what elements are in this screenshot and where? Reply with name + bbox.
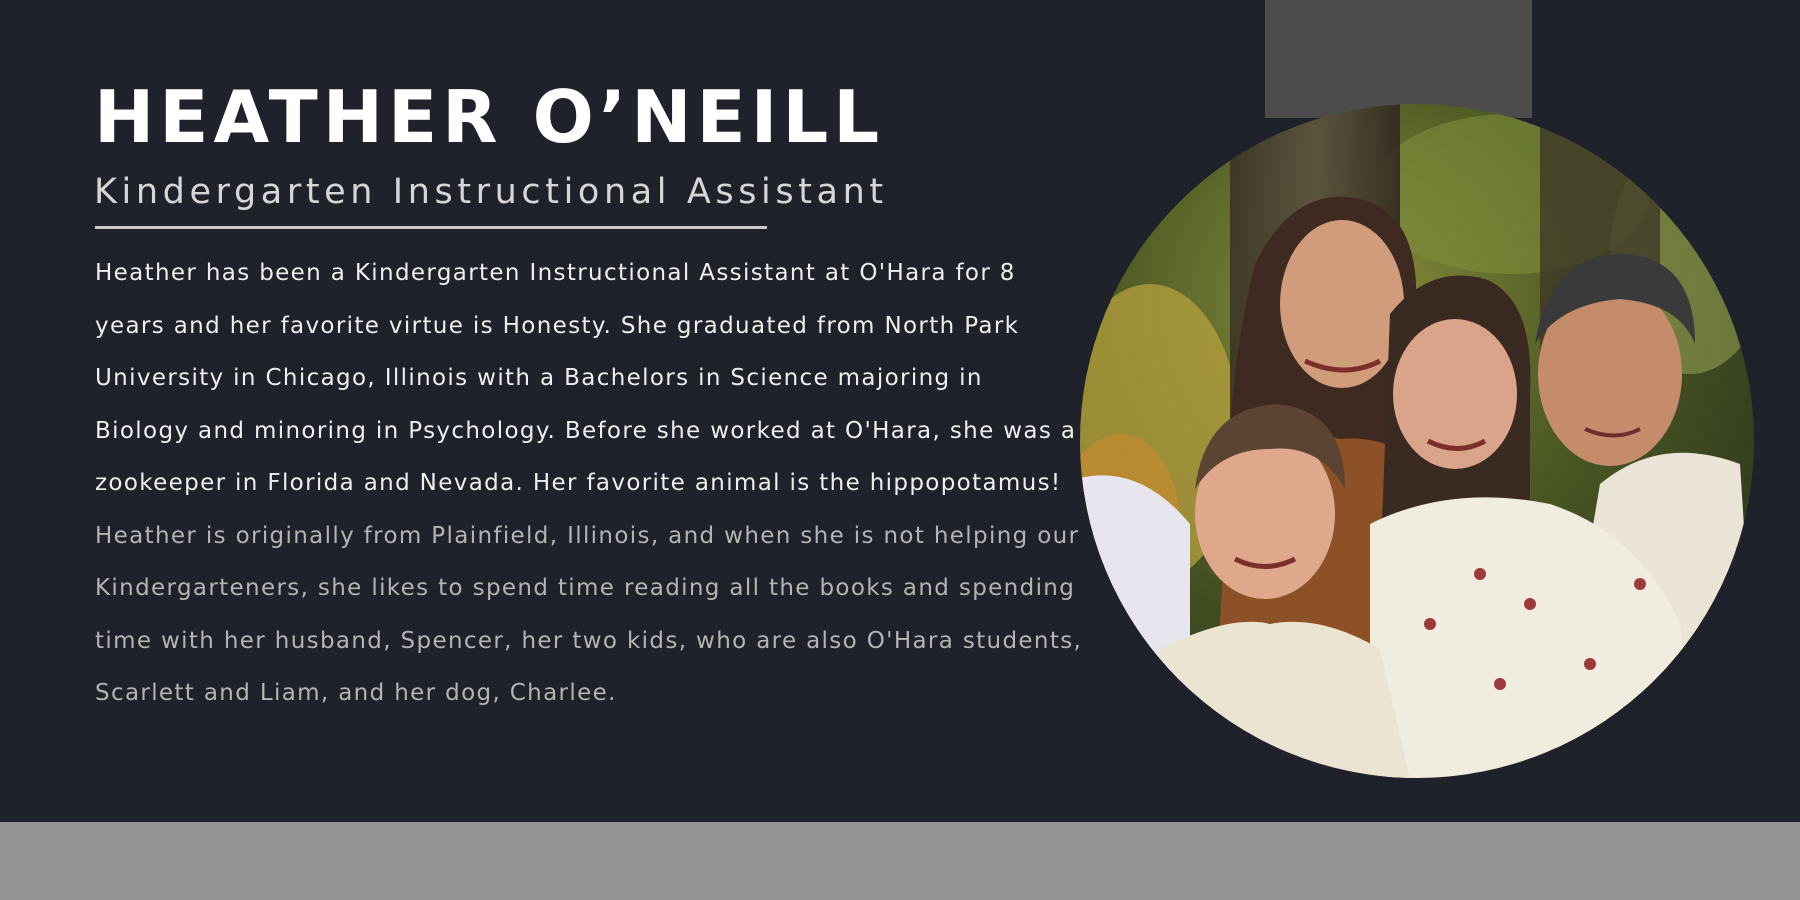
bio-primary-text: Heather has been a Kindergarten Instructional Assistant at O'Hara for 8 years and her favorite virtue is Honesty. She graduated from North Park University in Chicago, Illinois with a Bachelors in Science majoring in Biology and minoring in Psychology. Before she worked at O'Hara, she was a zookeeper in Florida and Nevada. Her favorite animal is the hippopotamus! [95,260,1077,496]
profile-title: Kindergarten Instructional Assistant [94,172,888,212]
family-portrait-icon [1080,104,1754,778]
bio-secondary-text: Heather is originally from Plainfield, Illinois, and when she is not helping our Kindergarteners, she likes to spend time reading all the books and spending time with her husband, Spencer, her two kids, who are also O'Hara students, Scarlett and Liam, and her dog, Charlee. [95,522,1083,706]
footer-band [0,822,1800,900]
family-photo [1080,104,1754,778]
accent-block [1265,0,1532,118]
profile-bio [95,247,1085,720]
profile-name: HEATHER O’NEILL [94,75,885,159]
title-underline [95,226,767,229]
